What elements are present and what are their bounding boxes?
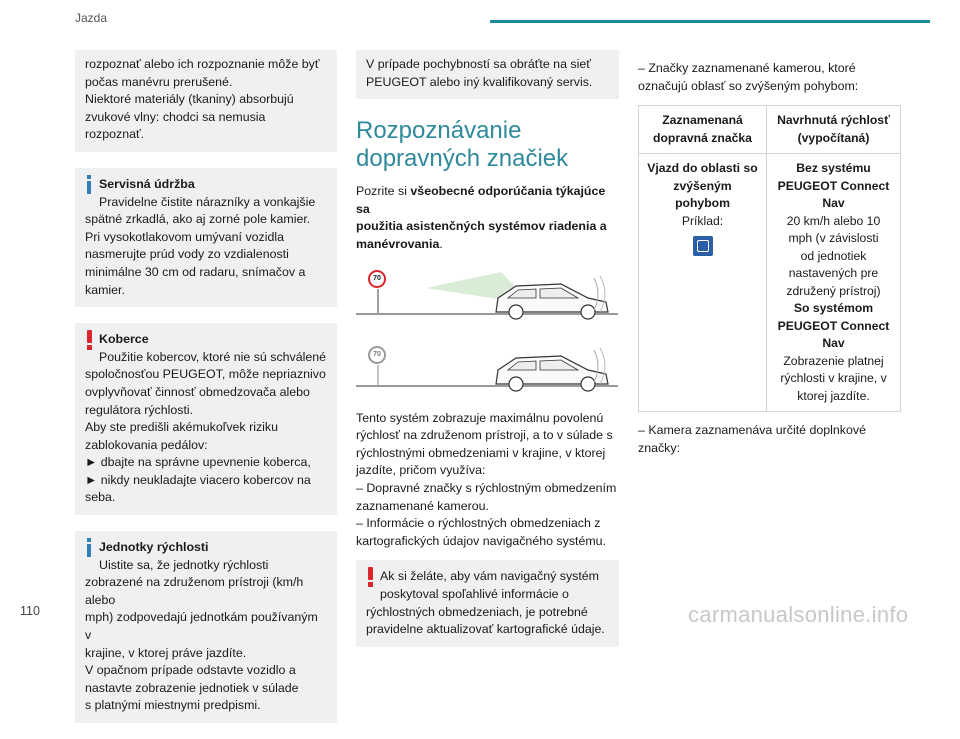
info-mark-icon [87, 175, 91, 194]
koberce-line: spoločnosťou PEUGEOT, môže nepriaznivo [85, 367, 326, 382]
watermark: carmanualsonline.info [688, 602, 909, 627]
intro-line: označujú oblasť so zvýšeným pohybom: [638, 78, 859, 93]
pozrite-text: Pozrite si [356, 184, 411, 199]
jednotky-line: nastavte zobrazenie jednotiek v súlade [85, 680, 299, 695]
jednotky-title: Jednotky rýchlosti [99, 540, 209, 555]
body-line: zaznamenané kamerou. [356, 498, 489, 513]
nav-line: pravidelne aktualizovať kartografické údaje. [366, 622, 605, 637]
servis-box [75, 168, 337, 307]
speed-table [638, 105, 901, 412]
nav-line: Ak si želáte, aby vám navigačný systém [380, 569, 599, 584]
koberce-line: zablokovania pedálov: [85, 437, 208, 452]
table-header-cell: Zaznamenaná dopravná značka [639, 106, 767, 154]
body-line: – Informácie o rýchlostných obmedzeniach z [356, 516, 601, 531]
nav-update-box [356, 560, 619, 646]
body-line: jazdíte, pričom využíva: [356, 463, 486, 478]
intro-line: zvukové vlny: chodci sa nemusia rozpoznať. [85, 109, 266, 142]
warning-mark-icon [368, 567, 373, 587]
jednotky-box [75, 531, 337, 723]
koberce-line: ► nikdy neukladajte viacero kobercov na [85, 472, 311, 487]
body-line: rýchlosť na združenom prístroji, a to v súlade s [356, 428, 613, 443]
servis-first-line: Pravidelne čistite nárazníky a vonkajšie [99, 194, 316, 209]
pozrite-paragraph [356, 183, 619, 253]
column-left [75, 50, 337, 739]
table-header-cell: Navrhnutá rýchlosť (vypočítaná) [767, 106, 901, 154]
intro-note-box [75, 50, 337, 152]
column-right [638, 60, 906, 457]
servis-line: nasmerujte prúd vody zo vzdialenosti [85, 247, 289, 262]
servis-title: Servisná údržba [99, 176, 195, 191]
header-accent-bar [490, 20, 930, 23]
speed-limit-sign-icon: 70 [368, 346, 386, 364]
koberce-line: regulátora rýchlosti. [85, 402, 194, 417]
car-illustration-icon [356, 340, 618, 404]
info-mark-icon [87, 538, 91, 557]
jednotky-line: V opačnom prípade odstavte vozidlo a [85, 663, 296, 678]
section-title-line: dopravných značiek [356, 145, 569, 173]
car-illustration-icon [356, 268, 618, 332]
body-line: kartografických údajov navigačného systému. [356, 533, 607, 548]
page-number: 110 [20, 604, 40, 618]
jednotky-line: mph) zodpovedajú jednotkám používaným v [85, 610, 318, 643]
nav-line: rýchlostných obmedzeniach, je potrebné [366, 604, 588, 619]
table-outro [638, 422, 906, 457]
service-note-box [356, 50, 619, 99]
section-title [356, 117, 619, 173]
car-illustration-recognized [356, 268, 618, 332]
table-row [639, 106, 901, 154]
recommendation-link[interactable]: použitia asistenčných systémov riadenia a [356, 219, 607, 234]
car-illustration-not-recognized [356, 340, 618, 404]
jednotky-line: s platnými miestnymi predpismi. [85, 698, 261, 713]
table-row [639, 154, 901, 412]
koberce-line: seba. [85, 490, 116, 505]
column-middle [356, 50, 619, 663]
recommendation-link[interactable]: manévrovania [356, 236, 440, 251]
nav-line: poskytoval spoľahlivé informácie o [380, 586, 569, 601]
intro-line: rozpoznať alebo ich rozpoznanie môže byť [85, 57, 320, 71]
jednotky-line: krajine, v ktorej práve jazdíte. [85, 645, 247, 660]
service-line: PEUGEOT alebo iný kvalifikovaný servis. [366, 74, 593, 89]
jednotky-first-line: Uistite sa, že jednotky rýchlosti [99, 557, 269, 572]
intro-line: počas manévru prerušené. [85, 74, 233, 89]
system-description [356, 410, 619, 551]
outro-line: – Kamera zaznamenáva určité doplnkové [638, 423, 866, 438]
servis-line: spätné zrkadlá, ako aj zorné pole kamier. [85, 212, 311, 227]
koberce-title: Koberce [99, 332, 149, 347]
warning-mark-icon [87, 330, 92, 350]
koberce-line: ovplyvňovať činnosť obmedzovača alebo [85, 384, 310, 399]
service-line: V prípade pochybností sa obráťte na sieť [366, 57, 591, 71]
koberce-line: ► dbajte na správne upevnenie koberca, [85, 455, 311, 470]
table-cell: Vjazd do oblasti so zvýšeným pohybom Príklad: [639, 154, 767, 412]
koberce-box [75, 323, 337, 515]
body-line: Tento systém zobrazuje maximálnu povolenú [356, 410, 604, 425]
speed-limit-sign-icon: 70 [368, 270, 386, 288]
body-line: rýchlostnými obmedzeniami v krajine, v ktorej [356, 445, 606, 460]
section-title-line: Rozpoznávanie [356, 117, 522, 145]
intro-line: Niektoré materiály (tkaniny) absorbujú [85, 92, 294, 107]
servis-line: kamier. [85, 282, 125, 297]
body-line: – Dopravné značky s rýchlostným obmedzením [356, 480, 617, 495]
table-intro [638, 60, 906, 95]
pozrite-text: . [439, 236, 443, 251]
table-cell: Bez systému PEUGEOT Connect Nav 20 km/h alebo 10 mph (v závislosti od jednotiek nastavených pre združený prístroj) So systémom PEUGEOT Connect Nav Zobrazenie platnej rýchlosti v krajine, v ktorej jazdíte. [767, 154, 901, 412]
residential-zone-sign-icon [693, 236, 713, 256]
servis-line: Pri vysokotlakovom umývaní vozidla [85, 229, 285, 244]
koberce-first-line: Použitie kobercov, ktoré nie sú schválené [99, 349, 327, 364]
intro-line: – Značky zaznamenané kamerou, ktoré [638, 61, 856, 75]
jednotky-line: zobrazené na združenom prístroji (km/h alebo [85, 575, 304, 607]
header-title: Jazda [75, 11, 108, 25]
koberce-line: Aby ste predišli akémukoľvek riziku [85, 420, 278, 435]
servis-line: minimálne 30 cm od radaru, snímačov a [85, 264, 306, 279]
outro-line: značky: [638, 440, 681, 455]
recommendation-link[interactable]: všeobecné odporúčania týkajúce sa [356, 184, 606, 216]
